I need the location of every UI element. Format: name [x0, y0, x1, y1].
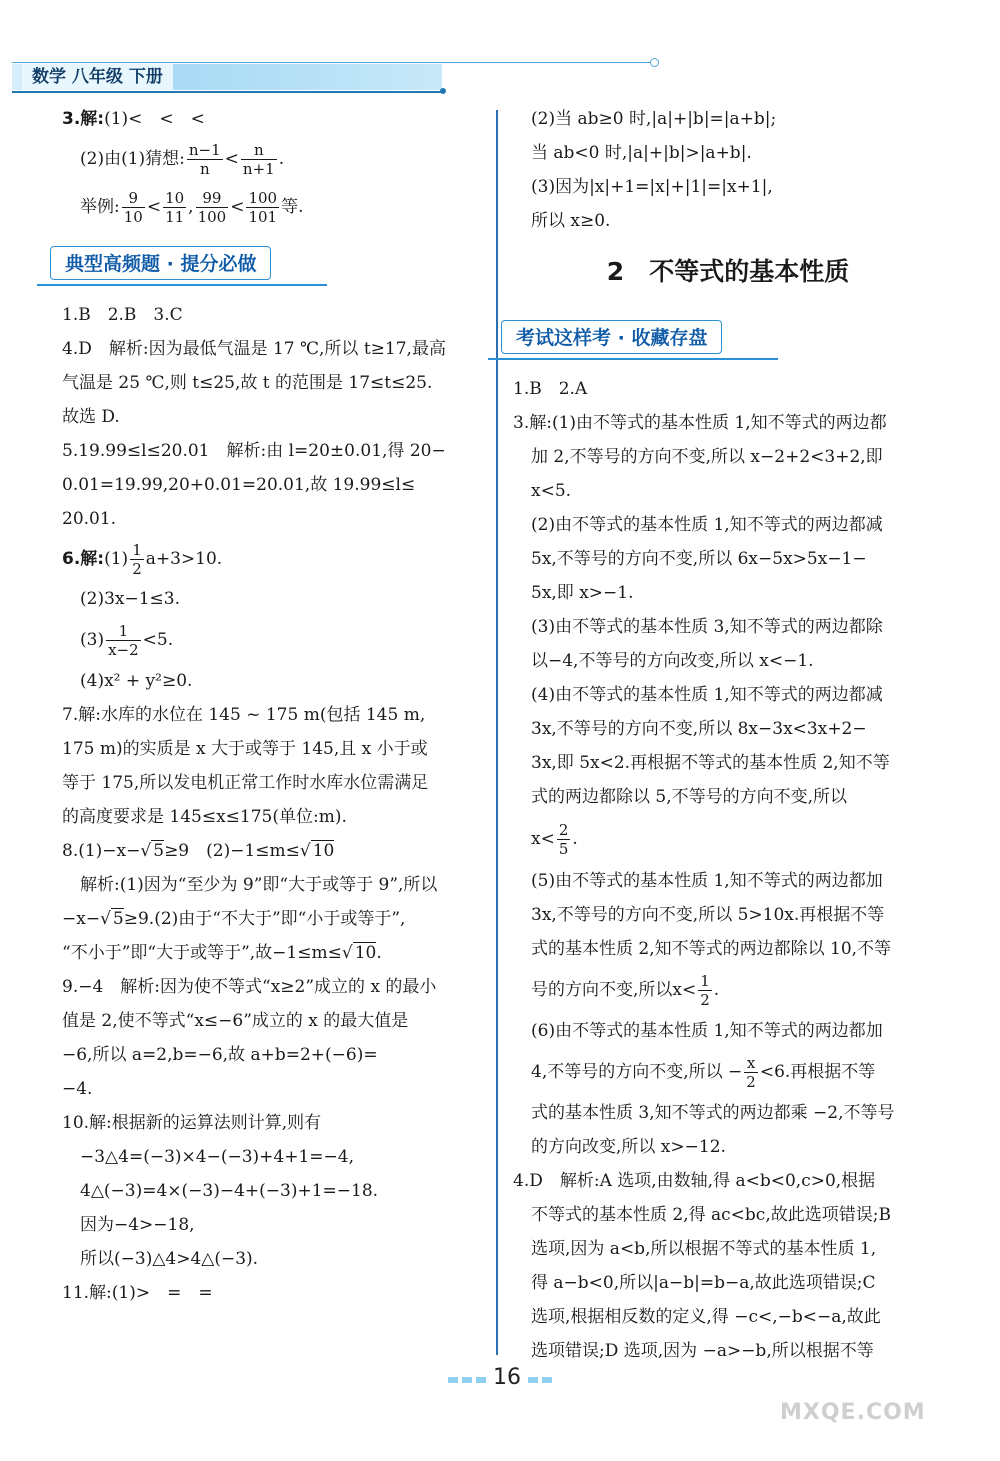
r-q4-line: 选项,因为 a<b,所以根据不等式的基本性质 1, [531, 1239, 877, 1259]
numerator: 2 [558, 821, 569, 839]
q9-line: −4. [62, 1079, 93, 1099]
frac-line-suffix: . [572, 829, 578, 849]
lt-sign: < [230, 197, 245, 217]
q10-line: −3△4=(−3)×4−(−3)+4+1=−4, [80, 1147, 354, 1167]
header-title: 数学 八年级 下册 [22, 64, 173, 90]
r-q3-frac-line2 [513, 966, 943, 1014]
denominator: 2 [700, 991, 710, 1009]
q8-l4-a: “不小于”即“大于或等于”,故−1≤m≤ [62, 943, 342, 963]
denominator: 10 [123, 208, 143, 226]
denominator: n [199, 160, 210, 178]
fraction [187, 141, 223, 178]
footer-deco [448, 1377, 458, 1383]
r-q3-line: (4)由不等式的基本性质 1,知不等式的两边都减 [531, 685, 883, 705]
r-q3-line: 式的基本性质 2,知不等式的两边都除以 10,不等 [531, 939, 892, 959]
numerator: n−1 [188, 141, 221, 159]
q4-line: 气温是 25 ℃,则 t≤25,故 t 的范围是 17≤t≤25. [62, 373, 433, 393]
numerator: x [744, 1054, 758, 1073]
q7-line: 的高度要求是 145≤x≤175(单位:m). [62, 807, 347, 827]
r-q3-line: 式的两边都除以 5,不等号的方向不变,所以 [531, 787, 848, 807]
header-rule-dot [650, 58, 659, 67]
q5-line: 5.19.99≤l≤20.01 解析:由 l=20±0.01,得 20− [62, 441, 446, 461]
r-q4-line: 不等式的基本性质 2,得 ac<bc,故此选项错误;B [531, 1205, 891, 1225]
section-banner-right [501, 320, 722, 354]
fraction [557, 821, 571, 858]
q8-l3-b: ≥9.(2)由于“不大于”即“小于或等于”, [123, 909, 406, 929]
denominator: 101 [248, 208, 278, 226]
q6-line2: (2)3x−1≤3. [80, 589, 181, 609]
r-q1-answers: 1.B 2.A [513, 379, 588, 399]
numerator: 1 [132, 541, 142, 559]
q3-line1 [62, 102, 482, 136]
q3-label: 3.解: [62, 109, 105, 129]
q8-l1-b: ≥9 (2)−1≤m≤ [164, 841, 300, 861]
q9-line: −6,所以 a=2,b=−6,故 a+b=2+(−6)= [62, 1045, 378, 1065]
comma: , [188, 197, 194, 217]
r-q3-line: 5x,即 x>−1. [531, 583, 634, 603]
section-banner-left [50, 246, 271, 280]
period: . [278, 149, 285, 169]
r-q4-line: 得 a−b<0,所以|a−b|=b−a,故此选项错误;C [531, 1273, 876, 1293]
page-number: 16 [493, 1365, 521, 1390]
fraction [698, 972, 712, 1009]
section-banner-title: 典型高频题 · 提分必做 [65, 253, 257, 275]
left-column [62, 102, 482, 1310]
frac-line-suffix: <6.再根据不等 [759, 1062, 876, 1082]
q7-line: 175 m)的实质是 x 大于或等于 145,且 x 小于或 [62, 739, 428, 759]
numerator: 9 [122, 189, 145, 208]
lt-sign: < [146, 197, 162, 217]
cont-line: 当 ab<0 时,|a|+|b|>|a+b|. [531, 143, 752, 163]
numerator: n [241, 141, 277, 160]
q6-label: 6.解: [62, 549, 105, 569]
page-footer [0, 1365, 1000, 1390]
fraction [130, 541, 144, 578]
q10-line: 4△(−3)=4×(−3)−4+(−3)+1=−18. [80, 1181, 379, 1201]
r-q4-line: 选项,根据相反数的定义,得 −c<,−b<−a,故此 [531, 1307, 881, 1327]
denominator: n+1 [242, 160, 275, 178]
q6-p1-a: (1) [104, 549, 129, 569]
denominator: 100 [197, 208, 227, 226]
section-banner-title: 考试这样考 · 收藏存盘 [516, 327, 708, 349]
r-q3-line: x<5. [531, 481, 572, 501]
denominator: 2 [132, 560, 142, 578]
r-q3-line: 式的基本性质 3,知不等式的两边都乘 −2,不等号 [531, 1103, 895, 1123]
q8-l4-b: . [376, 943, 382, 963]
radicand: 10 [312, 841, 335, 861]
numerator: 100 [248, 189, 278, 207]
numerator: 99 [196, 189, 229, 208]
fraction [246, 189, 279, 226]
q3-line2 [62, 136, 482, 182]
q5-line: 20.01. [62, 509, 117, 529]
q3-part1: (1)< < < [104, 109, 205, 129]
r-q3-line: 的方向改变,所以 x>−12. [531, 1137, 726, 1157]
q3-line3 [62, 182, 482, 232]
q6-p3-b: <5. [142, 630, 174, 650]
q8-line2: 解析:(1)因为“至少为 9”即“大于或等于 9”,所以 [80, 875, 438, 895]
denominator: 2 [746, 1073, 756, 1091]
q4-line: 4.D 解析:因为最低气温是 17 ℃,所以 t≥17,最高 [62, 339, 446, 359]
watermark: MXQE.COM [780, 1400, 926, 1425]
numerator: 1 [106, 622, 141, 641]
frac-line-suffix: . [713, 980, 720, 1000]
footer-deco [528, 1377, 538, 1383]
r-q3-line: 加 2,不等号的方向不变,所以 x−2+2<3+2,即 [531, 447, 883, 467]
banner-underline [488, 358, 778, 360]
r-q3-frac-line3 [513, 1048, 943, 1096]
r-q3-line: (6)由不等式的基本性质 1,知不等式的两边都加 [531, 1021, 883, 1041]
fraction [744, 1054, 758, 1091]
q6-line3 [62, 616, 482, 664]
q11-line: 11.解:(1)> = = [62, 1283, 213, 1303]
q8-line3: −x−√ 5≥9.(2)由于“不大于”即“小于或等于”, [62, 909, 406, 929]
q3-part2-prefix: (2)由(1)猜想: [80, 149, 185, 169]
denominator: 5 [558, 840, 569, 858]
denominator: x−2 [108, 641, 139, 659]
footer-deco [462, 1377, 472, 1383]
r-q4-line: 选项错误;D 选项,因为 −a>−b,所以根据不等 [531, 1341, 874, 1361]
header-rule-top [12, 62, 652, 63]
numerator: 10 [165, 189, 185, 207]
fraction [241, 141, 277, 178]
q7-line: 等于 175,所以发电机正常工作时水库水位需满足 [62, 773, 429, 793]
r-q3-line: (2)由不等式的基本性质 1,知不等式的两边都减 [531, 515, 883, 535]
r-q3-line: 以−4,不等号的方向改变,所以 x<−1. [531, 651, 814, 671]
fraction [122, 189, 145, 226]
r-q3-line: 3x,即 5x<2.再根据不等式的基本性质 2,知不等 [531, 753, 890, 773]
r-q3-line: (3)由不等式的基本性质 3,知不等式的两边都除 [531, 617, 883, 637]
fraction [196, 189, 229, 226]
q6-p3-a: (3) [80, 630, 105, 650]
header-rule-bottom [12, 91, 442, 93]
fraction [106, 622, 141, 659]
right-column [513, 102, 943, 1368]
radicand: 5 [153, 841, 165, 861]
q8-line1: 8.(1)−x−√ 5≥9 (2)−1≤m≤√ 10 [62, 841, 335, 861]
r-q3-line: 3x,不等号的方向不变,所以 5>10x.再根据不等 [531, 905, 885, 925]
q9-line: 值是 2,使不等式“x≤−6”成立的 x 的最大值是 [62, 1011, 409, 1031]
r-q4-line: 4.D 解析:A 选项,由数轴,得 a<b<0,c>0,根据 [513, 1171, 876, 1191]
q6-line1 [62, 536, 482, 582]
radicand: 10 [354, 943, 377, 963]
header-rule-dot-end [440, 88, 446, 94]
r-q3-line: (5)由不等式的基本性质 1,知不等式的两边都加 [531, 871, 883, 891]
r-q3-line: 3x,不等号的方向不变,所以 8x−3x<3x+2− [531, 719, 867, 739]
q10-line: 所以(−3)△4>4△(−3). [80, 1249, 259, 1269]
r-q3-line: 5x,不等号的方向不变,所以 6x−5x>5x−1− [531, 549, 867, 569]
cont-line: (3)因为|x|+1=|x|+|1|=|x+1|, [531, 177, 773, 197]
example-prefix: 举例: [80, 197, 120, 217]
chapter-title: 2 不等式的基本性质 [606, 257, 850, 286]
q4-line: 故选 D. [62, 407, 120, 427]
q7-line: 7.解:水库的水位在 145 ~ 175 m(包括 145 m, [62, 705, 426, 725]
q9-line: 9.−4 解析:因为使不等式“x≥2”成立的 x 的最小 [62, 977, 437, 997]
q10-line: 因为−4>−18, [80, 1215, 195, 1235]
footer-deco [542, 1377, 552, 1383]
q8-line4: “不小于”即“大于或等于”,故−1≤m≤√ 10. [62, 943, 382, 963]
q6-line4: (4)x² + y²≥0. [80, 671, 193, 691]
cont-line: (2)当 ab≥0 时,|a|+|b|=|a+b|; [531, 109, 777, 129]
cont-line: 所以 x≥0. [531, 211, 611, 231]
q5-line: 0.01=19.99,20+0.01=20.01,故 19.99≤l≤ [62, 475, 416, 495]
fraction [163, 189, 186, 226]
numerator: 1 [700, 972, 710, 990]
radicand: 5 [112, 909, 124, 929]
q1-answers: 1.B 2.B 3.C [62, 305, 183, 325]
r-q3-frac-line1 [513, 814, 943, 864]
deng-text: 等. [281, 197, 304, 217]
frac-line-prefix: 4,不等号的方向不变,所以 − [531, 1062, 743, 1082]
r-q3-line: 3.解:(1)由不等式的基本性质 1,知不等式的两边都 [513, 413, 887, 433]
denominator: 11 [165, 208, 185, 226]
frac-line-prefix: 号的方向不变,所以x< [531, 980, 697, 1000]
lt-sign: < [224, 149, 239, 169]
frac-line-prefix: x< [531, 829, 555, 849]
q6-p1-b: a+3>10. [145, 549, 223, 569]
q8-l3-a: −x− [62, 909, 101, 929]
q8-l1-a: 8.(1)−x− [62, 841, 141, 861]
footer-deco [476, 1377, 486, 1383]
banner-underline [37, 284, 327, 286]
column-divider [496, 110, 498, 1355]
q10-line: 10.解:根据新的运算法则计算,则有 [62, 1113, 322, 1133]
